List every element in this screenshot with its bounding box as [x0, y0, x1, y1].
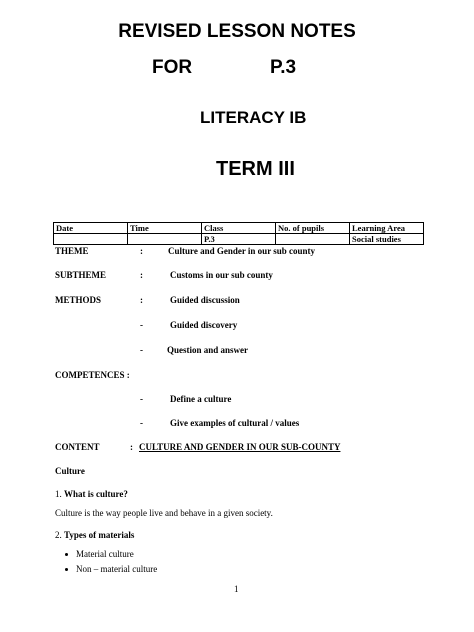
content-label: CONTENT [55, 442, 100, 452]
term-heading: TERM III [216, 158, 295, 180]
table-cell [276, 234, 350, 245]
content-colon: : [130, 442, 133, 452]
question-number: 1. [55, 489, 62, 499]
class-label: P.3 [270, 57, 297, 78]
culture-definition: Culture is the way people live and behave in a given society. [55, 508, 273, 518]
lesson-info-table [53, 222, 424, 245]
table-row [54, 234, 424, 245]
for-label: FOR [152, 57, 193, 78]
methods-colon: : [140, 295, 143, 305]
subtheme-label: SUBTHEME [55, 270, 107, 280]
document-title: REVISED LESSON NOTES [118, 21, 356, 42]
theme-colon: : [140, 246, 143, 256]
question-number: 2. [55, 530, 62, 540]
bullet-icon [65, 568, 68, 571]
table-cell [128, 234, 202, 245]
competence-dash: - [140, 418, 143, 428]
subtheme-colon: : [140, 270, 143, 280]
table-header-cell: Learning Area [350, 223, 424, 234]
methods-label: METHODS [55, 295, 102, 305]
list-item: Material culture [76, 549, 134, 559]
competence-dash: - [140, 394, 143, 404]
method-item: Guided discovery [170, 320, 238, 330]
subject-heading: LITERACY IB [200, 108, 307, 127]
table-header-cell: No. of pupils [276, 223, 350, 234]
table-cell: Social studies [350, 234, 424, 245]
table-header-row [54, 223, 424, 234]
subtheme-value: Customs in our sub county [170, 270, 273, 280]
method-item: Guided discussion [170, 295, 240, 305]
theme-label: THEME [55, 246, 89, 256]
page-number: 1 [234, 584, 239, 594]
table-header-cell: Class [202, 223, 276, 234]
question-1 [55, 489, 128, 499]
question-2 [55, 530, 134, 540]
content-value: CULTURE AND GENDER IN OUR SUB-COUNTY [139, 442, 341, 452]
theme-value: Culture and Gender in our sub county [168, 246, 316, 256]
bullet-icon [65, 553, 68, 556]
competence-item: Define a culture [170, 394, 232, 404]
competences-label: COMPETENCES : [55, 370, 130, 380]
table-header-cell: Time [128, 223, 202, 234]
method-item: Question and answer [167, 345, 249, 355]
method-dash: - [140, 320, 143, 330]
question-text: Types of materials [64, 530, 135, 540]
list-item: Non – material culture [76, 564, 158, 574]
table-header-cell: Date [54, 223, 128, 234]
culture-heading: Culture [55, 466, 85, 476]
table-cell [54, 234, 128, 245]
method-dash: - [140, 345, 143, 355]
table-cell: P.3 [202, 234, 276, 245]
question-text: What is culture? [64, 489, 128, 499]
competence-item: Give examples of cultural / values [170, 418, 300, 428]
